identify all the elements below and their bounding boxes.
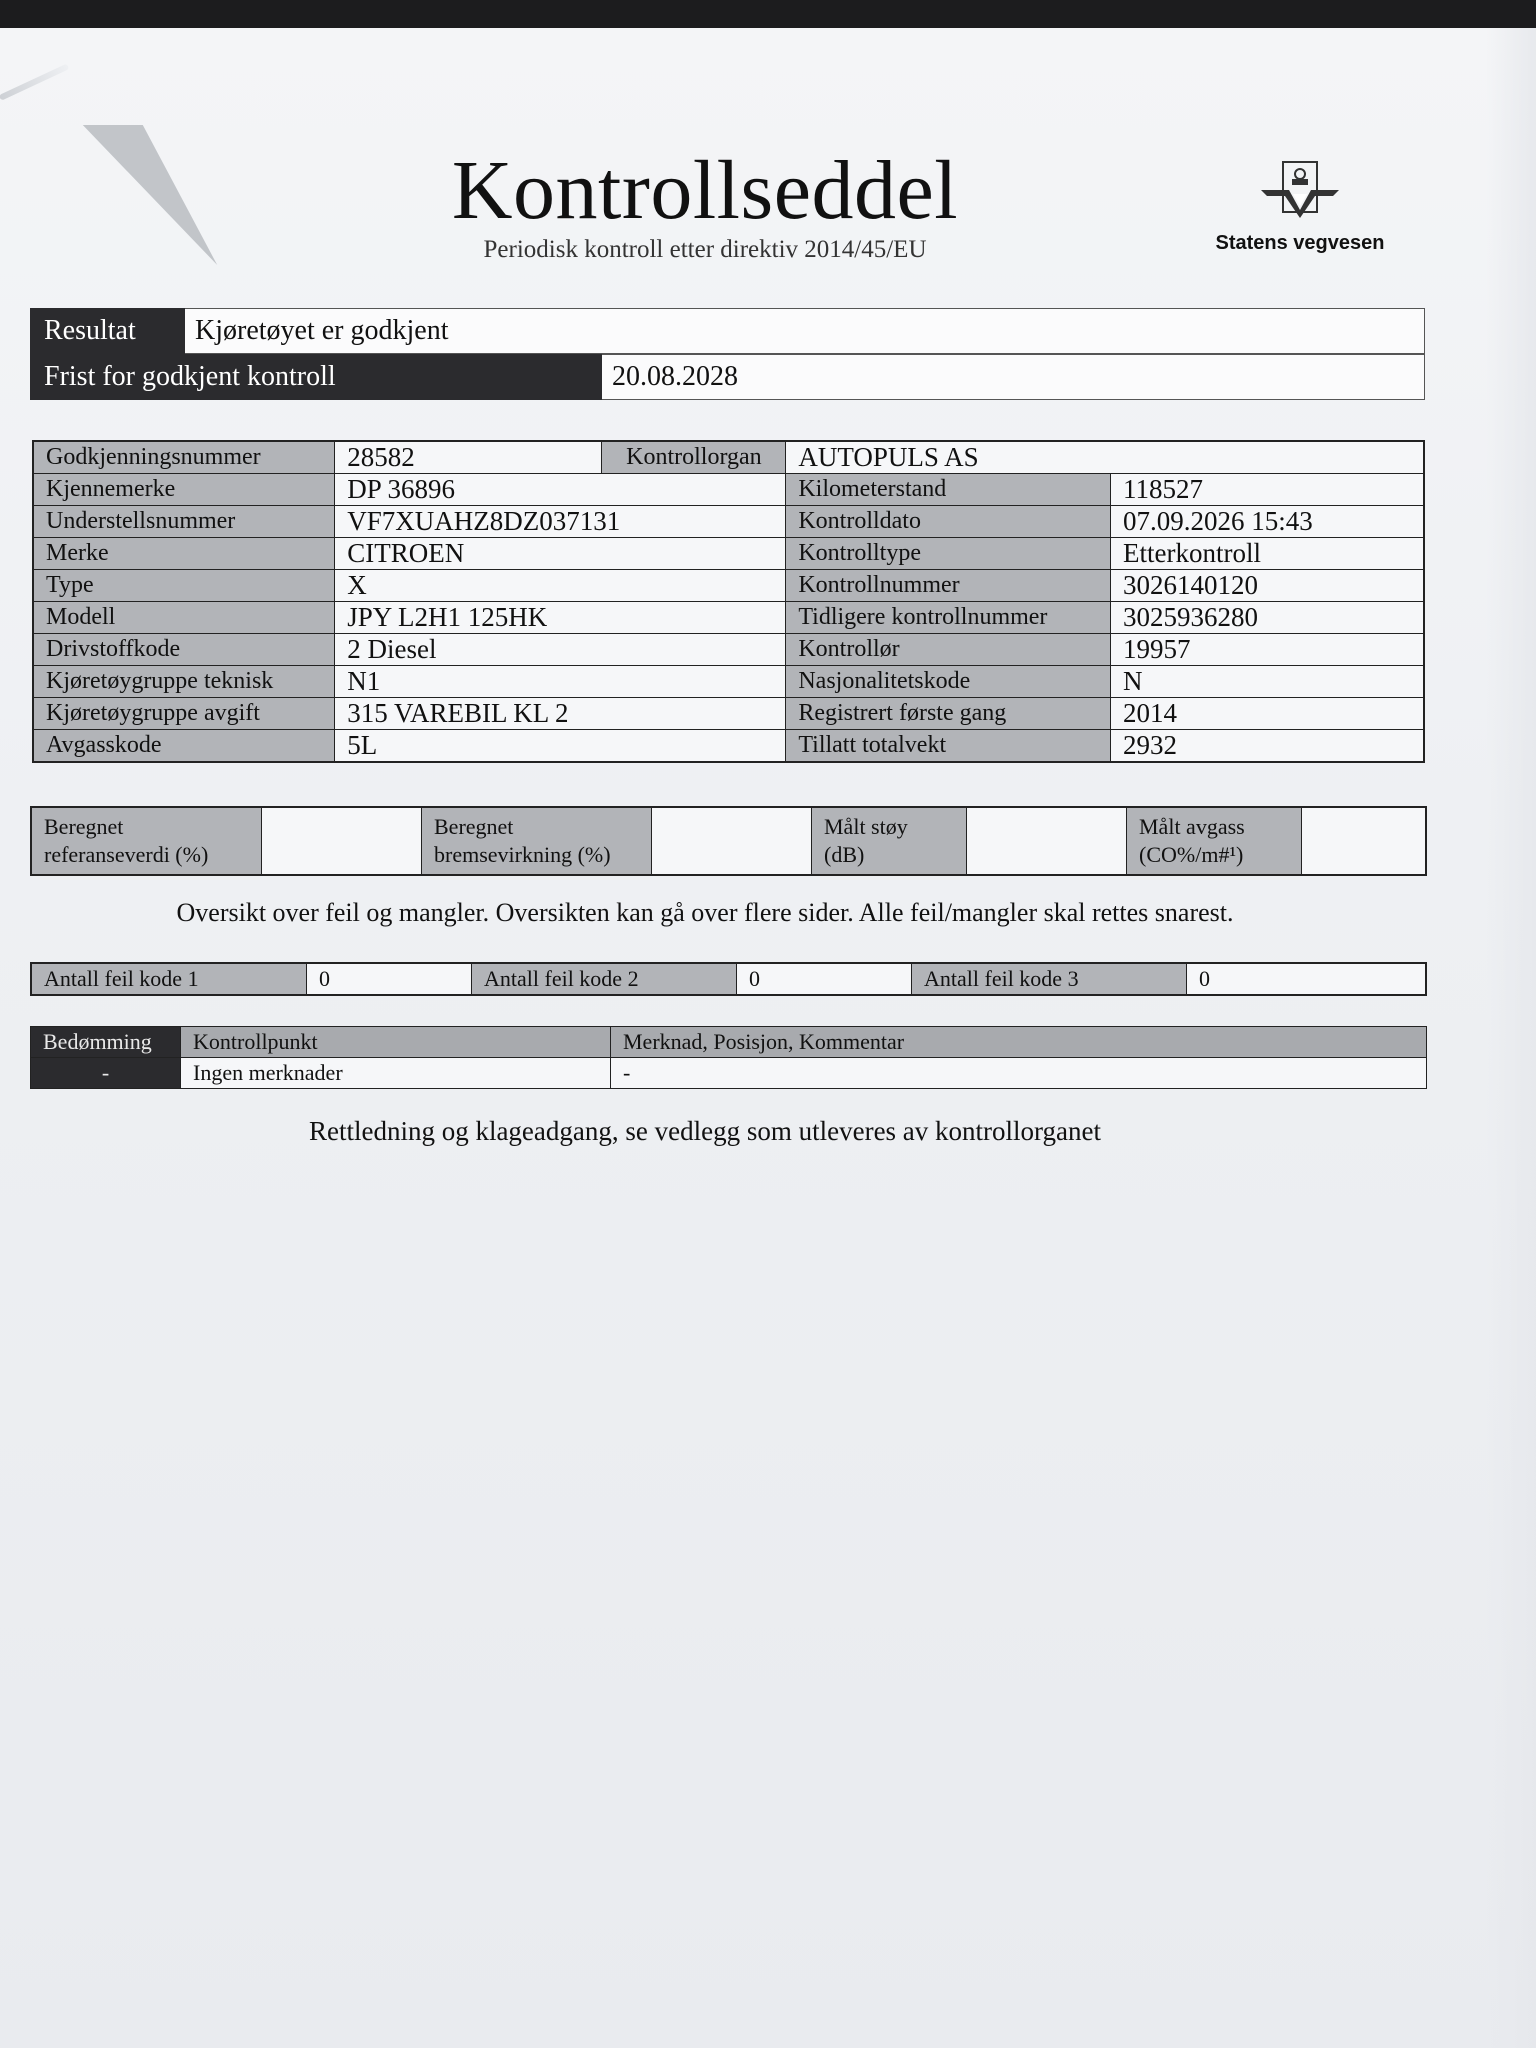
table-row [33, 570, 1424, 602]
field-label: Understellsnummer [33, 506, 335, 538]
guidance-footer: Rettledning og klageadgang, se vedlegg som utleveres av kontrollorganet [308, 1116, 1102, 1146]
noise-value [967, 807, 1127, 875]
document-subtitle: Periodisk kontroll etter direktiv 2014/45/EU [483, 236, 927, 263]
field-label: Kontrolldato [786, 506, 1111, 538]
table-row [33, 506, 1424, 538]
table-row [33, 474, 1424, 506]
field-label: Type [33, 570, 335, 602]
overview-notice: Oversikt over feil og mangler. Oversikten kan gå over flere sider. Alle feil/mangler skal rettes snarest. [176, 898, 1234, 927]
field-value: VF7XUAHZ8DZ037131 [335, 506, 786, 538]
field-value: 2014 [1111, 698, 1424, 730]
assessment-table [30, 1026, 1427, 1089]
field-value: 19957 [1111, 634, 1424, 666]
result-label: Resultat [30, 308, 185, 354]
field-value: 2 Diesel [335, 634, 786, 666]
field-value: DP 36896 [335, 474, 786, 506]
assessment-header: Bedømming [31, 1027, 181, 1058]
reference-value-label-line2: referanseverdi (%) [44, 842, 209, 867]
field-value: 315 VAREBIL KL 2 [335, 698, 786, 730]
fault-code-3-value: 0 [1187, 963, 1427, 995]
noise-label [812, 807, 967, 875]
document-title: Kontrollseddel [451, 144, 959, 237]
field-label: Kjøretøygruppe teknisk [33, 666, 335, 698]
field-value: N [1111, 666, 1424, 698]
field-label: Tidligere kontrollnummer [786, 602, 1111, 634]
result-block [30, 308, 1425, 400]
brake-effect-label [422, 807, 652, 875]
table-row [31, 963, 1426, 995]
field-value: JPY L2H1 125HK [335, 602, 786, 634]
exhaust-label-line1: Målt avgass [1139, 814, 1245, 839]
table-row [31, 1058, 1427, 1089]
field-value: N1 [335, 666, 786, 698]
agency-logo [1205, 160, 1395, 255]
field-label: Kjennemerke [33, 474, 335, 506]
field-label: Registrert første gang [786, 698, 1111, 730]
field-value: 3026140120 [1111, 570, 1424, 602]
exhaust-value [1302, 807, 1427, 875]
field-value: Etterkontroll [1111, 538, 1424, 570]
field-value: X [335, 570, 786, 602]
field-label: Nasjonalitetskode [786, 666, 1111, 698]
kontrollorgan-label: Kontrollorgan [602, 441, 786, 474]
reference-value-label [31, 807, 262, 875]
fault-code-1-label: Antall feil kode 1 [31, 963, 307, 995]
crown-emblem-icon [1259, 160, 1341, 224]
exhaust-label-line2: (CO%/m#¹) [1139, 842, 1244, 867]
field-value: 118527 [1111, 474, 1424, 506]
table-row [33, 602, 1424, 634]
remark-header: Merknad, Posisjon, Kommentar [611, 1027, 1427, 1058]
field-label: Kontrolltype [786, 538, 1111, 570]
table-row [31, 807, 1426, 875]
fault-code-1-value: 0 [307, 963, 472, 995]
deadline-label: Frist for godkjent kontroll [30, 354, 602, 400]
field-value: 3025936280 [1111, 602, 1424, 634]
noise-label-line2: (dB) [824, 842, 865, 867]
table-row [33, 730, 1424, 763]
checkpoint-value: Ingen merknader [181, 1058, 611, 1089]
remark-value: - [611, 1058, 1427, 1089]
field-label: Kilometerstand [786, 474, 1111, 506]
field-label: Kontrollnummer [786, 570, 1111, 602]
fault-code-3-label: Antall feil kode 3 [912, 963, 1187, 995]
field-label: Kontrollør [786, 634, 1111, 666]
field-label: Avgasskode [33, 730, 335, 763]
result-value: Kjøretøyet er godkjent [185, 308, 1425, 354]
kontrollorgan-value: AUTOPULS AS [786, 441, 1424, 474]
fault-code-2-label: Antall feil kode 2 [472, 963, 737, 995]
table-row [31, 1027, 1427, 1058]
table-row [33, 441, 1424, 474]
brake-effect-label-line2: bremsevirkning (%) [434, 842, 611, 867]
deadline-value: 20.08.2028 [602, 354, 1425, 400]
fault-count-table [30, 962, 1427, 996]
brake-effect-label-line1: Beregnet [434, 814, 514, 839]
table-row [33, 666, 1424, 698]
table-row [33, 634, 1424, 666]
field-label: Merke [33, 538, 335, 570]
field-label: Tillatt totalvekt [786, 730, 1111, 763]
table-row [33, 698, 1424, 730]
fault-code-2-value: 0 [737, 963, 912, 995]
field-value: 07.09.2026 15:43 [1111, 506, 1424, 538]
field-label: Modell [33, 602, 335, 634]
checkpoint-header: Kontrollpunkt [181, 1027, 611, 1058]
reference-value [262, 807, 422, 875]
field-value: CITROEN [335, 538, 786, 570]
brake-effect-value [652, 807, 812, 875]
field-label: Drivstoffkode [33, 634, 335, 666]
noise-label-line1: Målt støy [824, 814, 908, 839]
vehicle-info-table [32, 440, 1425, 763]
exhaust-label [1127, 807, 1302, 875]
field-value: 5L [335, 730, 786, 763]
reference-value-label-line1: Beregnet [44, 814, 124, 839]
godkjenningsnummer-label: Godkjenningsnummer [33, 441, 335, 474]
measurements-table [30, 806, 1427, 876]
godkjenningsnummer-value: 28582 [335, 441, 602, 474]
agency-logo-text: Statens vegvesen [1215, 232, 1385, 254]
paper-edge-shadow [1486, 28, 1536, 2048]
field-label: Kjøretøygruppe avgift [33, 698, 335, 730]
table-row [33, 538, 1424, 570]
assessment-value: - [31, 1058, 181, 1089]
field-value: 2932 [1111, 730, 1424, 763]
